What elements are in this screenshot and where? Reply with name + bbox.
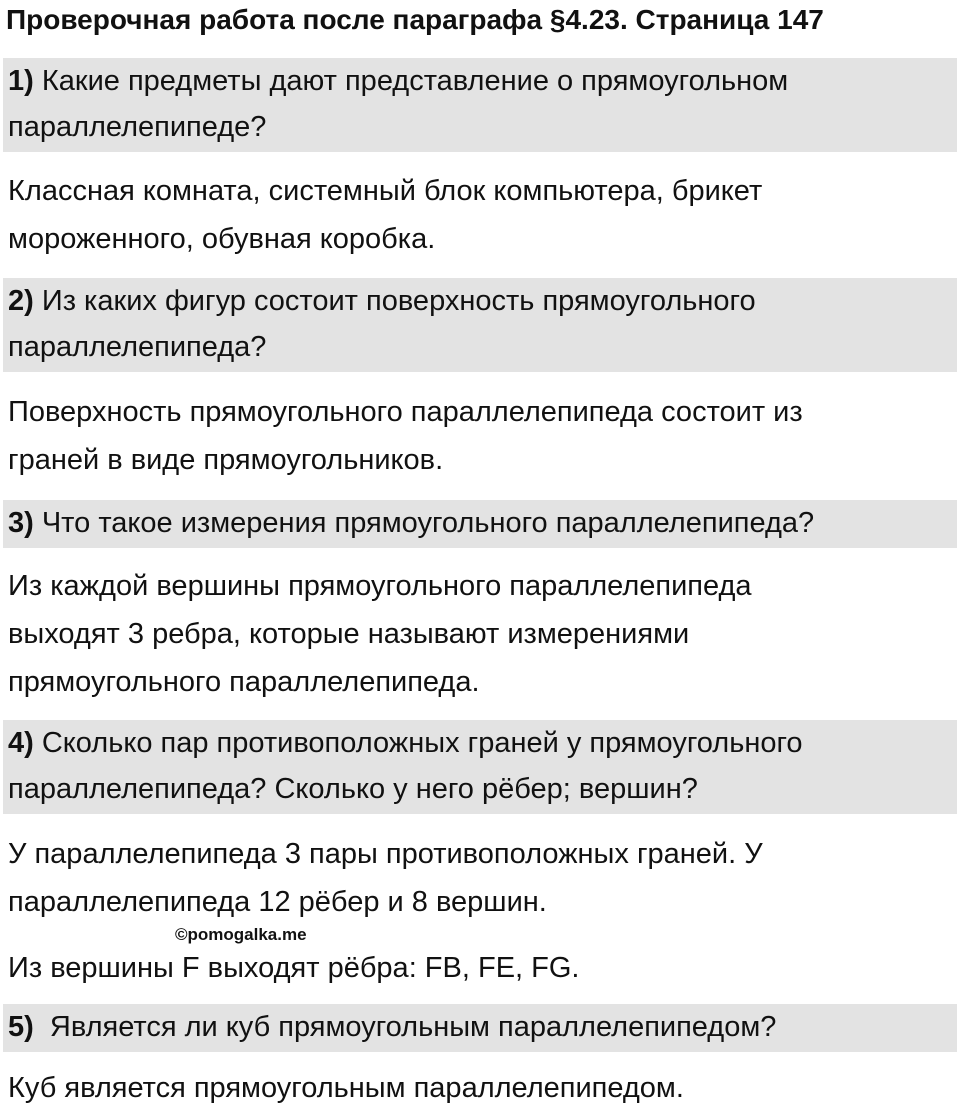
answer-3-line-1: Из каждой вершины прямоугольного параллелепипеда [8, 570, 752, 602]
answer-3-line-3: прямоугольного параллелепипеда. [8, 666, 480, 698]
question-1-text-1: Какие предметы дают представление о прямоугольном [33, 65, 789, 97]
question-4 [3, 720, 957, 814]
answer-4-line-2: параллелепипеда 12 рёбер и 8 вершин. [8, 886, 547, 918]
question-5-line-1 [8, 1004, 957, 1050]
watermark-text: ©pomogalka.me [175, 925, 307, 944]
question-4-text-2: параллелепипеда? Сколько у него рёбер; вершин? [8, 773, 698, 805]
question-1 [3, 58, 957, 152]
answer-1 [8, 167, 952, 263]
answer-3 [8, 562, 952, 706]
answer-2 [8, 388, 952, 484]
answer-4 [8, 830, 952, 992]
question-3-number: 3) [8, 507, 34, 539]
question-2-text-2: параллелепипеда? [8, 331, 267, 363]
question-1-number: 1) [8, 65, 34, 97]
question-5-text-1: Является ли куб прямоугольным параллелепипедом? [33, 1011, 777, 1043]
answer-5-line-1: Куб является прямоугольным параллелепипедом. [8, 1072, 684, 1104]
answer-3-line-2: выходят 3 ребра, которые называют измерениями [8, 618, 690, 650]
question-1-text-2: параллелепипеде? [8, 111, 267, 143]
question-4-text-1: Сколько пар противоположных граней у прямоугольного [33, 727, 803, 759]
answer-1-line-2: мороженного, обувная коробка. [8, 223, 436, 255]
answer-2-line-2: граней в виде прямоугольников. [8, 444, 444, 476]
question-5 [3, 1004, 957, 1052]
answer-1-line-1: Классная комната, системный блок компьютера, брикет [8, 175, 763, 207]
question-2-text-1: Из каких фигур состоит поверхность прямоугольного [33, 285, 756, 317]
question-3 [3, 500, 957, 548]
answer-5 [8, 1064, 952, 1112]
answer-2-line-1: Поверхность прямоугольного параллелепипеда состоит из [8, 396, 803, 428]
question-4-line-1 [8, 720, 957, 766]
answer-4-line-3: Из вершины F выходят рёбра: FB, FE, FG. [8, 952, 580, 984]
question-2-line-1 [8, 278, 957, 324]
question-4-number: 4) [8, 727, 34, 759]
question-2-number: 2) [8, 285, 34, 317]
question-2 [3, 278, 957, 372]
question-3-text-1: Что такое измерения прямоугольного параллелепипеда? [33, 507, 815, 539]
page-title: Проверочная работа после параграфа §4.23. Страница 147 [6, 4, 824, 35]
answer-4-line-1: У параллелепипеда 3 пары противоположных граней. У [8, 838, 763, 870]
question-5-number: 5) [8, 1011, 34, 1043]
question-3-line-1 [8, 500, 957, 546]
question-1-line-1 [8, 58, 957, 104]
